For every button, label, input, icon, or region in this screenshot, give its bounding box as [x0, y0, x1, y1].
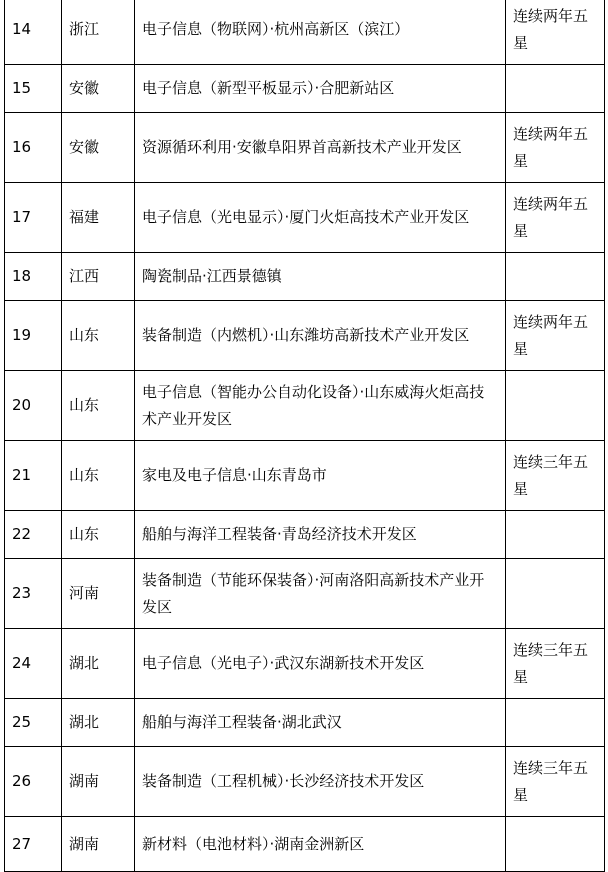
- table-row: [5, 0, 605, 65]
- base-name: 电子信息（新型平板显示）·合肥新站区: [135, 65, 506, 113]
- province: 浙江: [62, 0, 135, 65]
- star-note: [506, 817, 605, 872]
- base-name: 电子信息（智能办公自动化设备）·山东威海火炬高技术产业开发区: [135, 371, 506, 441]
- table-row: [5, 511, 605, 559]
- base-name: 电子信息（光电显示）·厦门火炬高技术产业开发区: [135, 183, 506, 253]
- base-name: 装备制造（工程机械）·长沙经济技术开发区: [135, 747, 506, 817]
- table-row: [5, 113, 605, 183]
- star-note: 连续两年五星: [506, 183, 605, 253]
- table-row: [5, 441, 605, 511]
- base-name: 电子信息（光电子）·武汉东湖新技术开发区: [135, 629, 506, 699]
- province: 湖北: [62, 629, 135, 699]
- province: 湖北: [62, 699, 135, 747]
- star-note: 连续两年五星: [506, 0, 605, 65]
- row-number: 18: [5, 253, 62, 301]
- province: 湖南: [62, 817, 135, 872]
- table-row: [5, 301, 605, 371]
- star-note: 连续两年五星: [506, 113, 605, 183]
- star-note: 连续两年五星: [506, 301, 605, 371]
- table-row: [5, 817, 605, 872]
- row-number: 16: [5, 113, 62, 183]
- province: 湖南: [62, 747, 135, 817]
- star-note: [506, 511, 605, 559]
- base-name: 陶瓷制品·江西景德镇: [135, 253, 506, 301]
- base-name: 新材料（电池材料）·湖南金洲新区: [135, 817, 506, 872]
- star-note: [506, 65, 605, 113]
- table-row: [5, 371, 605, 441]
- row-number: 22: [5, 511, 62, 559]
- row-number: 20: [5, 371, 62, 441]
- star-note: [506, 253, 605, 301]
- province: 山东: [62, 371, 135, 441]
- province: 江西: [62, 253, 135, 301]
- province: 安徽: [62, 65, 135, 113]
- star-note: [506, 371, 605, 441]
- star-note: [506, 559, 605, 629]
- row-number: 25: [5, 699, 62, 747]
- table-row: [5, 559, 605, 629]
- row-number: 24: [5, 629, 62, 699]
- province: 山东: [62, 301, 135, 371]
- province: 山东: [62, 441, 135, 511]
- base-name: 船舶与海洋工程装备·青岛经济技术开发区: [135, 511, 506, 559]
- table-row: [5, 65, 605, 113]
- star-note: 连续三年五星: [506, 747, 605, 817]
- row-number: 19: [5, 301, 62, 371]
- star-note: 连续三年五星: [506, 629, 605, 699]
- row-number: 21: [5, 441, 62, 511]
- province: 福建: [62, 183, 135, 253]
- demonstration-base-table: [4, 0, 605, 872]
- table-row: [5, 253, 605, 301]
- base-name: 船舶与海洋工程装备·湖北武汉: [135, 699, 506, 747]
- base-name: 装备制造（节能环保装备）·河南洛阳高新技术产业开发区: [135, 559, 506, 629]
- row-number: 23: [5, 559, 62, 629]
- table-row: [5, 699, 605, 747]
- province: 山东: [62, 511, 135, 559]
- province: 河南: [62, 559, 135, 629]
- table-row: [5, 629, 605, 699]
- row-number: 15: [5, 65, 62, 113]
- row-number: 14: [5, 0, 62, 65]
- row-number: 26: [5, 747, 62, 817]
- star-note: 连续三年五星: [506, 441, 605, 511]
- province: 安徽: [62, 113, 135, 183]
- row-number: 17: [5, 183, 62, 253]
- base-name: 家电及电子信息·山东青岛市: [135, 441, 506, 511]
- row-number: 27: [5, 817, 62, 872]
- base-name: 装备制造（内燃机）·山东潍坊高新技术产业开发区: [135, 301, 506, 371]
- table-row: [5, 183, 605, 253]
- star-note: [506, 699, 605, 747]
- base-name: 资源循环利用·安徽阜阳界首高新技术产业开发区: [135, 113, 506, 183]
- table-row: [5, 747, 605, 817]
- base-name: 电子信息（物联网）·杭州高新区（滨江）: [135, 0, 506, 65]
